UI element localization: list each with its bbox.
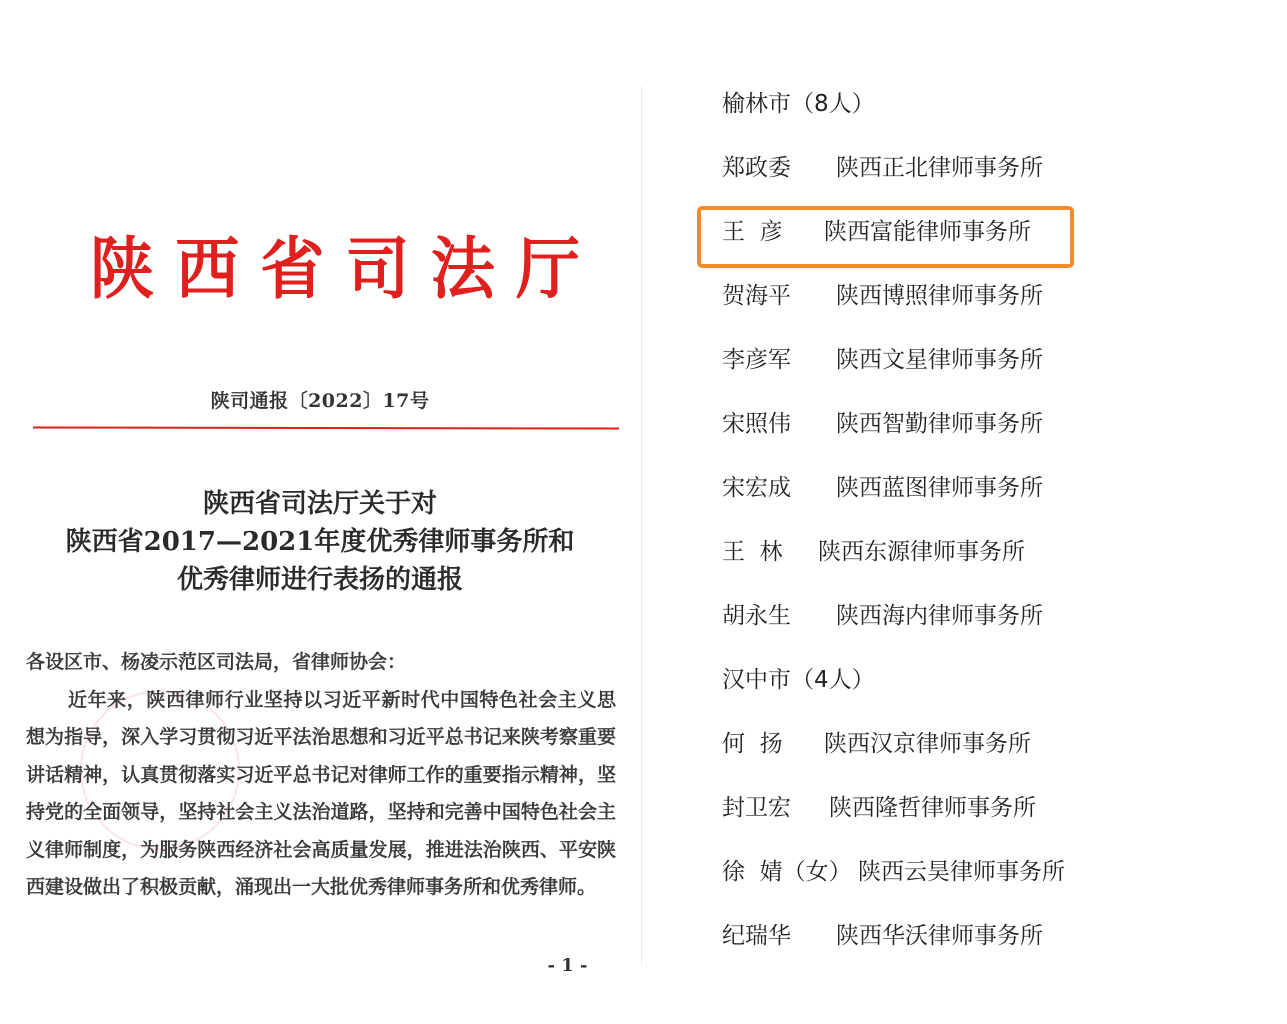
lawyer-name: 徐 婧（女） xyxy=(722,859,852,885)
title-line: 优秀律师进行表扬的通报 xyxy=(176,565,463,595)
notice-body xyxy=(26,644,616,907)
heading-char: 陕 xyxy=(90,230,154,309)
notice-page xyxy=(0,0,640,1024)
lawyer-name: 纪瑞华 xyxy=(722,923,791,949)
firm-name: 陕西蓝图律师事务所 xyxy=(836,475,1043,501)
issuer-heading xyxy=(20,230,580,309)
lawyer-name: 王 彦 xyxy=(722,219,783,245)
page-number: - 1 - xyxy=(547,955,588,976)
red-divider-line xyxy=(33,426,619,429)
firm-name: 陕西正北律师事务所 xyxy=(836,155,1043,181)
roster-row xyxy=(722,596,1043,636)
body-paragraph: 近年来，陕西律师行业坚持以习近平新时代中国特色社会主义思想为指导，深入学习贯彻习近平法治思想和习近平总书记来陕考察重要讲话精神，认真贯彻落实习近平总书记对律师工作的重要指示精神，坚持党的全面领导，坚持社会主义法治道路，坚持和完善中国特色社会主义律师制度，为服务陕西经济社会高质量发展，推进法治陕西、平安陕西建设做出了积极贡献，涌现出一大批优秀律师事务所和优秀律师。 xyxy=(26,688,616,898)
heading-char: 司 xyxy=(345,230,410,309)
heading-char: 法 xyxy=(430,230,495,309)
firm-name: 陕西云昊律师事务所 xyxy=(858,859,1065,885)
firm-name: 陕西博照律师事务所 xyxy=(836,283,1043,309)
roster-row xyxy=(722,724,1031,764)
lawyer-name: 李彦军 xyxy=(722,347,791,373)
firm-name: 陕西华沃律师事务所 xyxy=(836,923,1043,949)
addressee: 各设区市、杨凌示范区司法局，省律师协会： xyxy=(26,651,407,673)
roster-row xyxy=(722,788,1036,828)
firm-name: 陕西富能律师事务所 xyxy=(824,219,1031,245)
title-line: 陕西省2017—2021年度优秀律师事务所和 xyxy=(65,527,575,557)
lawyer-name: 宋宏成 xyxy=(722,475,791,501)
city-heading xyxy=(722,660,875,700)
city-heading xyxy=(722,84,875,124)
roster-row-highlighted xyxy=(722,212,1031,252)
firm-name: 陕西文星律师事务所 xyxy=(836,347,1043,373)
roster-row xyxy=(722,404,1043,444)
heading-char: 省 xyxy=(260,230,325,309)
roster-row xyxy=(722,916,1043,956)
lawyer-name: 郑政委 xyxy=(722,155,791,181)
lawyer-name: 何 扬 xyxy=(722,731,783,757)
lawyer-name: 宋照伟 xyxy=(722,411,791,437)
heading-char: 厅 xyxy=(515,230,580,309)
roster-row xyxy=(722,468,1043,508)
column-divider xyxy=(641,86,642,966)
title-line: 陕西省司法厅关于对 xyxy=(202,489,437,519)
city-heading-text: 榆林市（8人） xyxy=(722,91,875,117)
roster-row xyxy=(722,852,1065,892)
lawyer-name: 封卫宏 xyxy=(722,795,791,821)
heading-char: 西 xyxy=(175,230,240,309)
firm-name: 陕西汉京律师事务所 xyxy=(824,731,1031,757)
lawyer-name: 胡永生 xyxy=(722,603,791,629)
lawyer-name: 王 林 xyxy=(722,539,783,565)
roster-row xyxy=(722,276,1043,316)
firm-name: 陕西东源律师事务所 xyxy=(818,539,1025,565)
firm-name: 陕西海内律师事务所 xyxy=(836,603,1043,629)
lawyer-name: 贺海平 xyxy=(722,283,791,309)
roster-row xyxy=(722,340,1043,380)
firm-name: 陕西智勤律师事务所 xyxy=(836,411,1043,437)
firm-name: 陕西隆哲律师事务所 xyxy=(829,795,1036,821)
roster-row xyxy=(722,148,1043,188)
document-number: 陕司通报〔2022〕17号 xyxy=(210,390,430,412)
roster-row xyxy=(722,532,1025,572)
notice-title xyxy=(0,485,640,599)
city-heading-text: 汉中市（4人） xyxy=(722,667,875,693)
